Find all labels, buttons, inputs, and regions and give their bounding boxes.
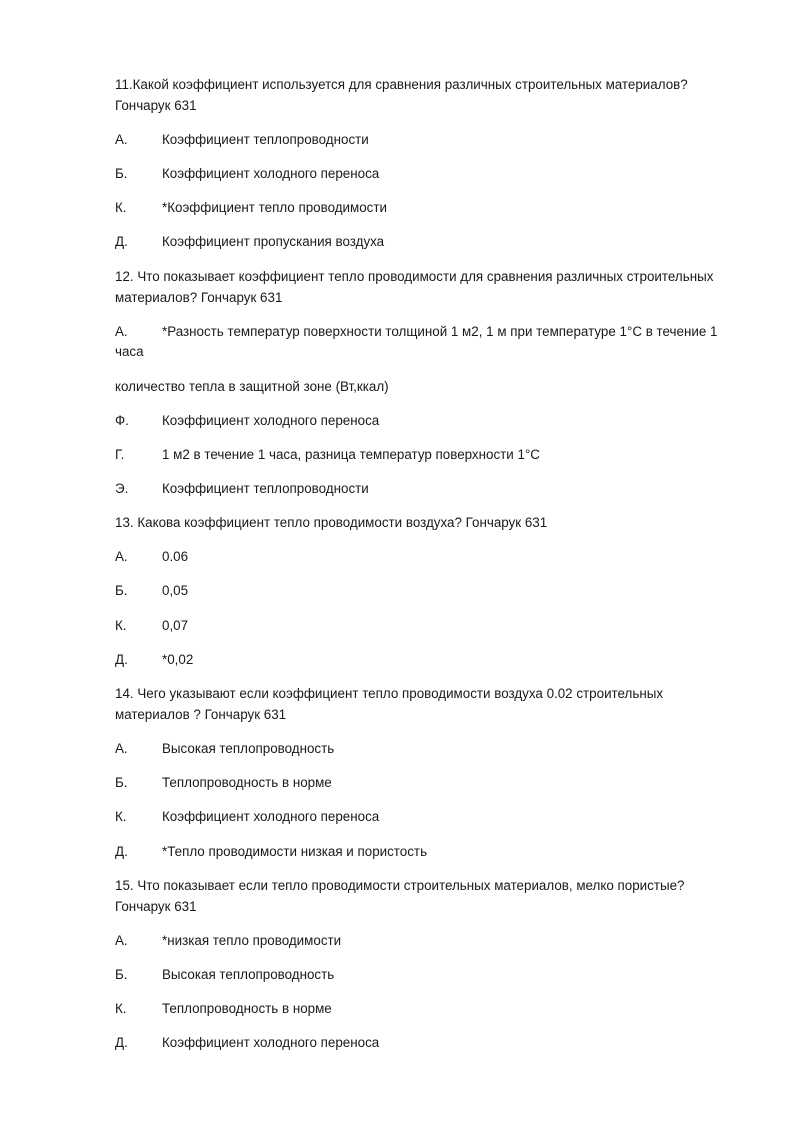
question-14-option (115, 842, 427, 862)
option-text: Коэффициент пропускания воздуха (162, 234, 385, 249)
question-13-title: 13. Какова коэффициент тепло проводимости воздуха? Гончарук 631 (115, 515, 548, 530)
question-14-title-cont: материалов ? Гончарук 631 (115, 707, 287, 722)
option-text: *Коэффициент тепло проводимости (162, 200, 387, 215)
option-letter: Г. (115, 447, 125, 462)
option-letter: Д. (115, 1035, 128, 1050)
question-11-option (115, 232, 384, 252)
question-12-extra-line: количество тепла в защитной зоне (Вт,ккал) (115, 379, 389, 394)
option-letter: А. (115, 132, 128, 147)
question-15-option (115, 965, 334, 985)
option-letter: А. (115, 324, 128, 339)
option-letter: К. (115, 1001, 127, 1016)
question-15-option (115, 1033, 379, 1053)
option-text: *Разность температур поверхности толщиной 1 м2, 1 м при температуре 1°C в течение 1 (162, 324, 718, 339)
question-11-option (115, 130, 369, 150)
option-text: Теплопроводность в норме (162, 1001, 332, 1016)
question-12-option-cont: часа (115, 344, 144, 359)
option-letter: Б. (115, 967, 128, 982)
option-text: Теплопроводность в норме (162, 775, 332, 790)
question-13-option (115, 581, 188, 601)
option-letter: А. (115, 933, 128, 948)
option-text: Коэффициент теплопроводности (162, 481, 369, 496)
question-15-title: 15. Что показывает если тепло проводимости строительных материалов, мелко пористые? (115, 878, 685, 893)
option-text: Коэффициент холодного переноса (162, 413, 380, 428)
option-letter: Э. (115, 481, 129, 496)
option-text: Коэффициент теплопроводности (162, 132, 369, 147)
question-12-title: 12. Что показывает коэффициент тепло проводимости для сравнения различных строительных (115, 269, 714, 284)
question-12-option (115, 411, 379, 431)
option-letter: А. (115, 549, 128, 564)
option-letter: Ф. (115, 413, 129, 428)
question-11-option (115, 198, 387, 218)
option-letter: К. (115, 200, 127, 215)
option-letter: Б. (115, 166, 128, 181)
option-text: Высокая теплопроводность (162, 967, 335, 982)
option-text: 0,05 (162, 583, 189, 598)
option-text: 0,07 (162, 618, 189, 633)
option-letter: Д. (115, 652, 128, 667)
option-text: *низкая тепло проводимости (162, 933, 342, 948)
option-text: 0.06 (162, 549, 189, 564)
option-text: *0,02 (162, 652, 194, 667)
question-14-option (115, 739, 334, 759)
question-12-option (115, 445, 540, 465)
question-12-option (115, 322, 717, 342)
option-text: Коэффициент холодного переноса (162, 166, 380, 181)
option-text: 1 м2 в течение 1 часа, разница температур поверхности 1°C (162, 447, 540, 462)
option-letter: А. (115, 741, 128, 756)
question-14-title: 14. Чего указывают если коэффициент тепло проводимости воздуха 0.02 строительных (115, 686, 664, 701)
question-13-option (115, 650, 193, 670)
option-text: Коэффициент холодного переноса (162, 1035, 380, 1050)
question-11-option (115, 164, 379, 184)
question-14-option (115, 773, 332, 793)
option-text: *Тепло проводимости низкая и пористость (162, 844, 428, 859)
question-14-option (115, 807, 379, 827)
option-letter: Д. (115, 234, 128, 249)
option-text: Высокая теплопроводность (162, 741, 335, 756)
question-15-title-cont: Гончарук 631 (115, 899, 197, 914)
option-letter: К. (115, 809, 127, 824)
question-12-title-cont: материалов? Гончарук 631 (115, 290, 283, 305)
question-13-option (115, 616, 188, 636)
option-text: Коэффициент холодного переноса (162, 809, 380, 824)
option-letter: К. (115, 618, 127, 633)
question-11-title: 11.Какой коэффициент используется для сравнения различных строительных материалов? (115, 77, 688, 92)
question-13-option (115, 547, 188, 567)
question-12-option (115, 479, 369, 499)
question-15-option (115, 999, 332, 1019)
option-letter: Б. (115, 775, 128, 790)
question-11-title-cont: Гончарук 631 (115, 98, 197, 113)
option-letter: Б. (115, 583, 128, 598)
question-15-option (115, 931, 341, 951)
option-letter: Д. (115, 844, 128, 859)
